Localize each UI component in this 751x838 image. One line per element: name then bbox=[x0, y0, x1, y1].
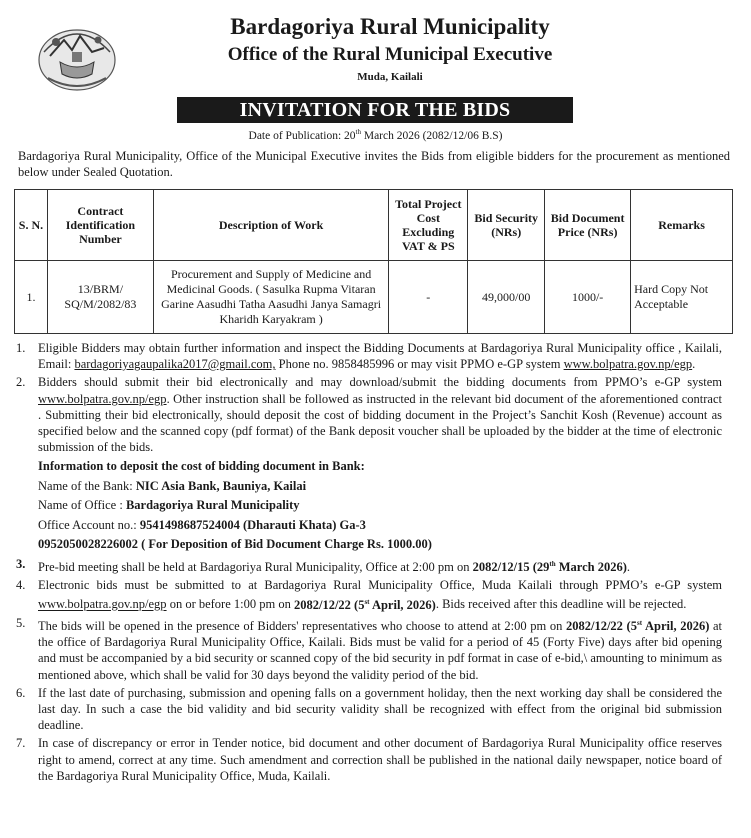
col-header-remarks: Remarks bbox=[631, 190, 733, 261]
egp-link[interactable]: www.bolpatra.gov.np/egp bbox=[38, 597, 167, 612]
municipality-name: Bardagoriya Rural Municipality bbox=[230, 14, 550, 39]
clause-2: 2. Bidders should submit their bid electronically and may download/submit the bidding documents from PPMO’s e-GP system www.bolpatra.gov.np/egp. Other instruction shall be followed as instructed in the relevant bid document of the aforementioned contract . Submitting their bid electronically, should deposit the cost of bidding document in the Project’s Sanchit Kosh (Revenue) account as specified below and the scanned copy (pdf format) of the Bank deposit voucher shall be uploaded by the bidder at the time of electronic submission of the bids. bbox=[16, 375, 722, 455]
col-header-description: Description of Work bbox=[153, 190, 388, 261]
col-header-total-cost: Total Project Cost Excluding VAT & PS bbox=[389, 190, 468, 261]
bid-table-header-row bbox=[15, 190, 733, 261]
cell-contract-id: 13/BRM/ SQ/M/2082/83 bbox=[47, 261, 153, 334]
cell-remarks: Hard Copy Not Acceptable bbox=[631, 261, 733, 334]
cell-total-cost: - bbox=[389, 261, 468, 334]
clause-3: 3. Pre-bid meeting shall be held at Bardagoriya Rural Municipality, Office at 2:00 pm on 2082/12/15 (29th March 2026). bbox=[16, 556, 631, 575]
bid-table bbox=[14, 189, 733, 334]
cell-doc-price: 1000/- bbox=[545, 261, 631, 334]
clause-4: 4. Electronic bids must be submitted to at Bardagoriya Rural Municipality Office, Muda Kailali through PPMO’s e-GP system www.bolpatra.gov.np/egp on or before 1:00 pm on 2082/12/22 (5st April, 2026). Bids received after this deadline will be rejected. bbox=[16, 578, 722, 612]
clause-number: 6. bbox=[16, 685, 26, 700]
intro-paragraph: Bardagoriya Rural Municipality, Office of the Municipal Executive invites the Bids from eligible bidders for the procurement as mentioned below under Sealed Quotation. bbox=[18, 149, 730, 179]
col-header-sn: S. N. bbox=[15, 190, 48, 261]
clause-number: 5. bbox=[16, 615, 26, 630]
bank-account-row: Office Account no.: 9541498687524004 (Dharauti Khata) Ga-3 bbox=[38, 517, 366, 532]
clause-1: 1. Eligible Bidders may obtain further information and inspect the Bidding Documents at Bardagoriya Rural Municipality office , Kailali, Email: bardagoriyagaupalika2017@gmail.com, Phone no. 9858485996 or may visit PPMO e-GP system www.bolpatra.gov.np/egp. bbox=[16, 341, 722, 372]
bank-info bbox=[14, 457, 722, 555]
col-header-contract-id: Contract Identification Number bbox=[47, 190, 153, 261]
egp-link[interactable]: www.bolpatra.gov.np/egp bbox=[38, 391, 167, 406]
bank-deposit-row: 0952050028226002 ( For Deposition of Bid Document Charge Rs. 1000.00) bbox=[38, 537, 432, 552]
egp-link[interactable]: www.bolpatra.gov.np/egp bbox=[563, 357, 693, 372]
col-header-bid-security: Bid Security (NRs) bbox=[468, 190, 545, 261]
office-name: Office of the Rural Municipal Executive bbox=[227, 44, 553, 65]
bank-office-row: Name of Office : Bardagoriya Rural Municipality bbox=[38, 498, 300, 513]
nepal-emblem-icon bbox=[34, 22, 120, 92]
clause-number: 4. bbox=[16, 578, 26, 593]
clause-number: 1. bbox=[16, 341, 26, 355]
cell-bid-security: 49,000/00 bbox=[468, 261, 545, 334]
bank-info-title: Information to deposit the cost of bidding document in Bank: bbox=[38, 459, 365, 474]
clause-number: 7. bbox=[16, 736, 26, 751]
cell-description: Procurement and Supply of Medicine and Medicinal Goods. ( Sasulka Rupma Vitaran Garine Aasudhi Tatha Aasudhi Janya Samagri Kharidh Karyakram ) bbox=[153, 261, 388, 334]
publication-date: Date of Publication: 20th March 2026 (2082/12/06 B.S) bbox=[248, 128, 503, 142]
clause-7: 7. In case of discrepancy or error in Tender notice, bid document and other document of Bardagoriya Rural Municipality office reserves right to amend, correct at any time. Such amendment and correction shall be published in the national daily newspaper, notice board of the Bardagoriya Rural Municipality Office, Muda, Kailali. bbox=[16, 736, 722, 783]
bank-name-row: Name of the Bank: NIC Asia Bank, Bauniya, Kailai bbox=[38, 478, 307, 493]
cell-sn: 1. bbox=[15, 261, 48, 334]
clause-6: 6. If the last date of purchasing, submission and opening falls on a government holiday, then the next working day shall be considered the last day. In such a case the bid validity and bid security validity shall be recognized with effect from the original bid submission deadline. bbox=[16, 685, 722, 733]
clause-list bbox=[14, 340, 722, 786]
table-row bbox=[15, 261, 733, 334]
email-link[interactable]: bardagoriyagaupalika2017@gmail.com, bbox=[74, 357, 276, 372]
notice-title-banner: INVITATION FOR THE BIDS bbox=[177, 97, 573, 123]
clause-number: 2. bbox=[16, 375, 26, 390]
office-location: Muda, Kailali bbox=[357, 71, 423, 83]
clause-number: 3. bbox=[16, 556, 26, 571]
clause-5: 5. The bids will be opened in the presence of Bidders' representatives who choose to attend at 2:00 pm on 2082/12/22 (5st April, 2026) at the office of Bardagoriya Rural Municipality Office, Kailali. Bids must be valid for a period of 45 (Forty Five) days after bid opening and must be accompanied by a bid security or scanned copy of the bid security in pdf format in case of e-bid,\ amounting to minimum as mentioned above, which shall be valid for 30 days beyond the validity period of the bid. bbox=[16, 615, 723, 682]
col-header-doc-price: Bid Document Price (NRs) bbox=[545, 190, 631, 261]
